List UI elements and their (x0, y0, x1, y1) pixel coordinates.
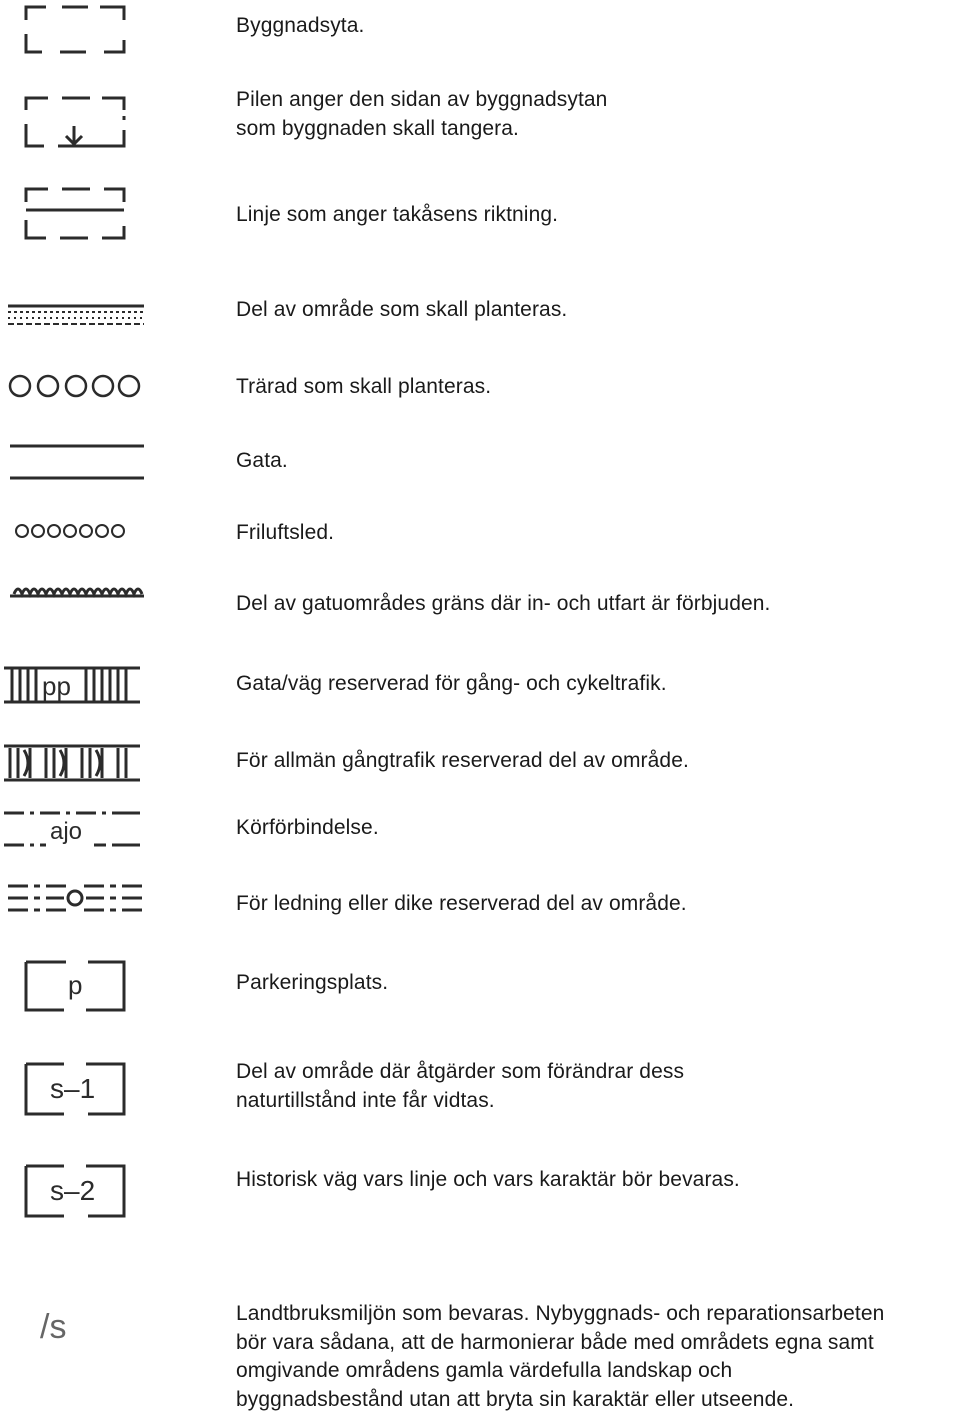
s1-box-icon (0, 1056, 150, 1122)
dashed-rectangle-arrow-icon (0, 86, 150, 156)
s1-label: s–1 (50, 1073, 96, 1104)
legend-label: Linje som anger takåsens riktning. (236, 203, 559, 226)
dashed-rectangle-icon (0, 0, 150, 70)
slash-s-icon (0, 1298, 150, 1354)
legend-label: Del av gatuområdes gräns där in- och utfart är förbjuden. (236, 592, 771, 615)
p-label: p (68, 970, 83, 1000)
street-double-line-icon (0, 434, 150, 484)
pp-label: pp (42, 671, 71, 701)
driveway-connection-icon (0, 805, 150, 853)
planting-hatch-icon (0, 296, 150, 336)
legend-label: Byggnadsyta. (236, 14, 365, 37)
legend-label: För allmän gångtrafik reserverad del av område. (236, 749, 689, 772)
legend-label: Parkeringsplats. (236, 971, 389, 994)
tree-row-circles-icon (0, 366, 150, 406)
s2-label: s–2 (50, 1175, 96, 1206)
legend-label: Historisk väg vars linje och vars karaktär bör bevaras. (236, 1168, 740, 1191)
legend-label: Pilen anger den sidan av byggnadsytan som byggnaden skall tangera. (236, 88, 608, 140)
no-exit-wave-line-icon (0, 578, 150, 610)
slash-s-label: /s (40, 1308, 67, 1346)
legend-label: Del av område där åtgärder som förändrar dess naturtillstånd inte får vidtas. (236, 1060, 685, 1112)
legend-label: Landtbruksmiljön som bevaras. Nybyggnads- och reparationsarbeten bör vara sådana, att de harmonierar både med områdets egna samt omgivande områdens gamla värdefulla landskap och byggnadsbestånd utan att bryta sin karaktär eller utseende. (236, 1302, 885, 1411)
legend-label: Körförbindelse. (236, 816, 379, 839)
legend-label: Gata. (236, 449, 288, 472)
legend-label: Del av område som skall planteras. (236, 298, 568, 321)
public-walkway-icon (0, 738, 150, 788)
ajo-label: ajo (50, 818, 83, 845)
parking-box-icon (0, 954, 150, 1018)
utility-line-ditch-icon (0, 878, 150, 918)
dashed-rectangle-ridge-line-icon (0, 182, 150, 252)
legend-label: För ledning eller dike reserverad del av område. (236, 892, 687, 915)
legend-label: Gata/väg reserverad för gång- och cykeltrafik. (236, 672, 667, 695)
trail-small-circles-icon (0, 516, 150, 548)
pedestrian-cycle-road-icon (0, 660, 150, 710)
s2-box-icon (0, 1158, 150, 1224)
legend-label: Trärad som skall planteras. (236, 375, 492, 398)
legend-label: Friluftsled. (236, 521, 335, 544)
